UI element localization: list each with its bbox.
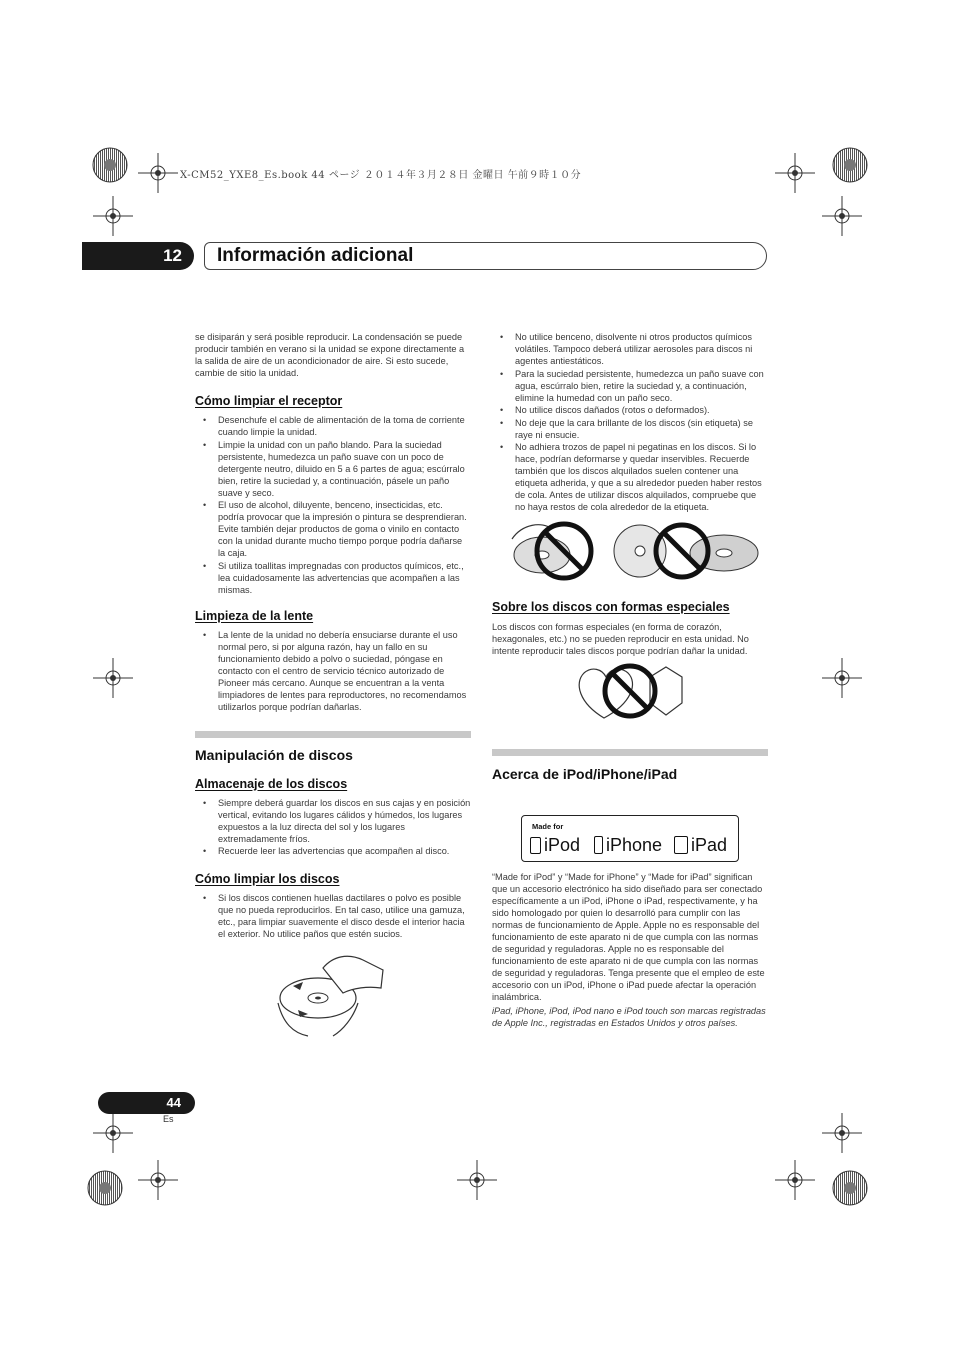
crosshair-mark (822, 196, 862, 236)
list-item: • No utilice benceno, disolvente ni otros productos químicos volátiles. Tampoco deberá utilizar aerosoles para discos ni agentes antiestáticos. (492, 331, 768, 367)
almacenaje-list (195, 797, 471, 858)
lente-list (195, 629, 471, 713)
heading-limpieza-lente: Limpieza de la lente (195, 608, 314, 623)
disc-cleaning-illustration (273, 948, 393, 1038)
crosshair-mark (138, 153, 178, 193)
intro-paragraph: se disiparán y será posible reproducir. La condensación se puede producir también en verano si la unidad se expone directamente a la salida de aire de un acondicionador de aire. Si esto sucede, cambie de sitio la unidad. (195, 332, 465, 378)
badge-iphone: iPhone (594, 834, 662, 856)
special-shape-discs-illustration (574, 663, 688, 723)
list-item: • No adhiera trozos de papel ni pegatinas en los discos. Si lo hace, podrían deformarse y quedar inservibles. Recuerde también que los discos alquilados suelen contener una etiqueta adherida, y que a su alrededor pueden haber restos de cola. Antes de utilizar discos alquilados, compruebe que no haya restos de cola alrededor de la etiqueta. (492, 441, 768, 513)
ipod-icon (530, 837, 541, 854)
print-header: X-CM52_YXE8_Es.book 44 ページ ２０１４年３月２８日 金曜日 午前９時１０分 (180, 170, 582, 181)
crosshair-mark (775, 153, 815, 193)
heading-limpiar-receptor: Cómo limpiar el receptor (195, 394, 343, 408)
list-item: • Siempre deberá guardar los discos en sus cajas y en posición vertical, evitando los lugares cálidos y húmedos, los lugares expuestos a la luz directa del sol y los lugares extremadamente fríos. (195, 797, 471, 845)
trademark-note: iPad, iPhone, iPod, iPod nano e iPod touch son marcas registradas de Apple Inc., registradas en Estados Unidos y otros países. (492, 1006, 766, 1028)
made-for-apple-badge (521, 815, 739, 862)
list-item: • Si utiliza toallitas impregnadas con productos químicos, etc., lea cuidadosamente las advertencias que acompañen a las mismas. (195, 560, 471, 596)
crosshair-mark (822, 1113, 862, 1153)
prohibited-disc-handling-illustration (502, 519, 762, 583)
heading-acerca-ipod: Acerca de iPod/iPhone/iPad (492, 766, 678, 782)
left-column (195, 331, 471, 1038)
list-item: • Limpie la unidad con un paño blando. Para la suciedad persistente, humedezca un paño suave con un poco de detergente neutro, diluido en 5 a 6 partes de agua; escúrralo bien, retire la suciedad y, a continuación, pásele un paño suave y seco. (195, 439, 471, 499)
section-divider-bar (195, 731, 471, 738)
crosshair-mark (775, 1160, 815, 1200)
crosshair-mark (138, 1160, 178, 1200)
receptor-list (195, 414, 471, 596)
crosshair-mark (93, 658, 133, 698)
badge-ipod: iPod (530, 834, 580, 856)
chapter-number: 12 (82, 242, 194, 270)
crosshair-mark (822, 658, 862, 698)
list-item: • Desenchufe el cable de alimentación de la toma de corriente cuando limpie la unidad. (195, 414, 471, 438)
chapter-title: Información adicional (217, 245, 414, 266)
registration-circle-bottom-left (75, 1158, 135, 1218)
registration-circle-top-left (80, 135, 140, 195)
crosshair-mark (93, 196, 133, 236)
right-column (492, 331, 768, 1029)
crosshair-mark (93, 1113, 133, 1153)
disc-care-list (492, 331, 768, 513)
list-item: • Para la suciedad persistente, humedezca un paño suave con agua, escúrralo bien, retire la suciedad y, a continuación, elimine la humedad con un paño seco. (492, 368, 768, 404)
list-item: • Recuerde leer las advertencias que acompañen al disco. (195, 845, 471, 857)
list-item: • La lente de la unidad no debería ensuciarse durante el uso normal pero, si por alguna razón, hay un fallo en su funcionamiento debido a polvo o suciedad, póngase en contacto con el centro de servicio técnico autorizado de Pioneer más cercano. Aunque se encuentran a la venta limpiadores de lentes para reproductores, no recomendamos utilizarlos porque podrían dañarlas. (195, 629, 471, 713)
heading-almacenaje-discos: Almacenaje de los discos (195, 776, 348, 791)
heading-formas-especiales: Sobre los discos con formas especiales (492, 600, 730, 614)
page-number: 44 (98, 1092, 195, 1114)
list-item: • Si los discos contienen huellas dactilares o polvo es posible que no pueda reproducirlos. En tal caso, utilice una gamuza, etc., para limpiar suavemente el disco desde el interior hacia el exterior. No utilice paños que estén sucios. (195, 892, 471, 940)
heading-manipulacion-discos: Manipulación de discos (195, 746, 353, 763)
ipad-icon (674, 836, 688, 854)
registration-circle-bottom-right (820, 1158, 880, 1218)
section-divider-bar (492, 749, 768, 756)
registration-circle-top-right (820, 135, 880, 195)
crosshair-mark (457, 1160, 497, 1200)
made-for-label: Made for (532, 822, 564, 831)
heading-limpiar-discos: Cómo limpiar los discos (195, 872, 340, 886)
ipod-paragraph: “Made for iPod” y “Made for iPhone” y “Made for iPad” significan que un accesorio electrónico ha sido diseñado para ser conectado específicamente a un iPod, iPhone o iPad, respectivamente, y ha sido homologado por quien lo desarrolló para cumplir con las normas de funcionamiento de Apple. Apple no es responsable del funcionamiento de este aparato ni de que cumpla con las normas de seguridad y reguladoras. Apple no es responsable del funcionamiento de este aparato ni de que cumpla con las normas de seguridad y reguladoras. Tenga presente que el empleo de este accesorio con un iPod, iPhone o iPad puede afectar la operación inalámbrica. (492, 872, 765, 1002)
formas-paragraph: Los discos con formas especiales (en forma de corazón, hexagonales, etc.) no se pueden reproducir en esta unidad. No intente reproducir tales discos porque podrían dañar la unidad. (492, 622, 749, 656)
list-item: • No utilice discos dañados (rotos o deformados). (492, 404, 768, 416)
page-language: Es (163, 1114, 174, 1124)
iphone-icon (594, 836, 603, 854)
list-item: • No deje que la cara brillante de los discos (sin etiqueta) se raye ni ensucie. (492, 417, 768, 441)
list-item: • El uso de alcohol, diluyente, benceno, insecticidas, etc. podría provocar que la impresión o pintura se desprendieran. Evite también dejar productos de goma o vinilo en contacto con la unidad durante mucho tiempo porque podría dañarse la caja. (195, 499, 471, 559)
limpiar-discos-list (195, 892, 471, 940)
badge-ipad: iPad (674, 834, 727, 856)
